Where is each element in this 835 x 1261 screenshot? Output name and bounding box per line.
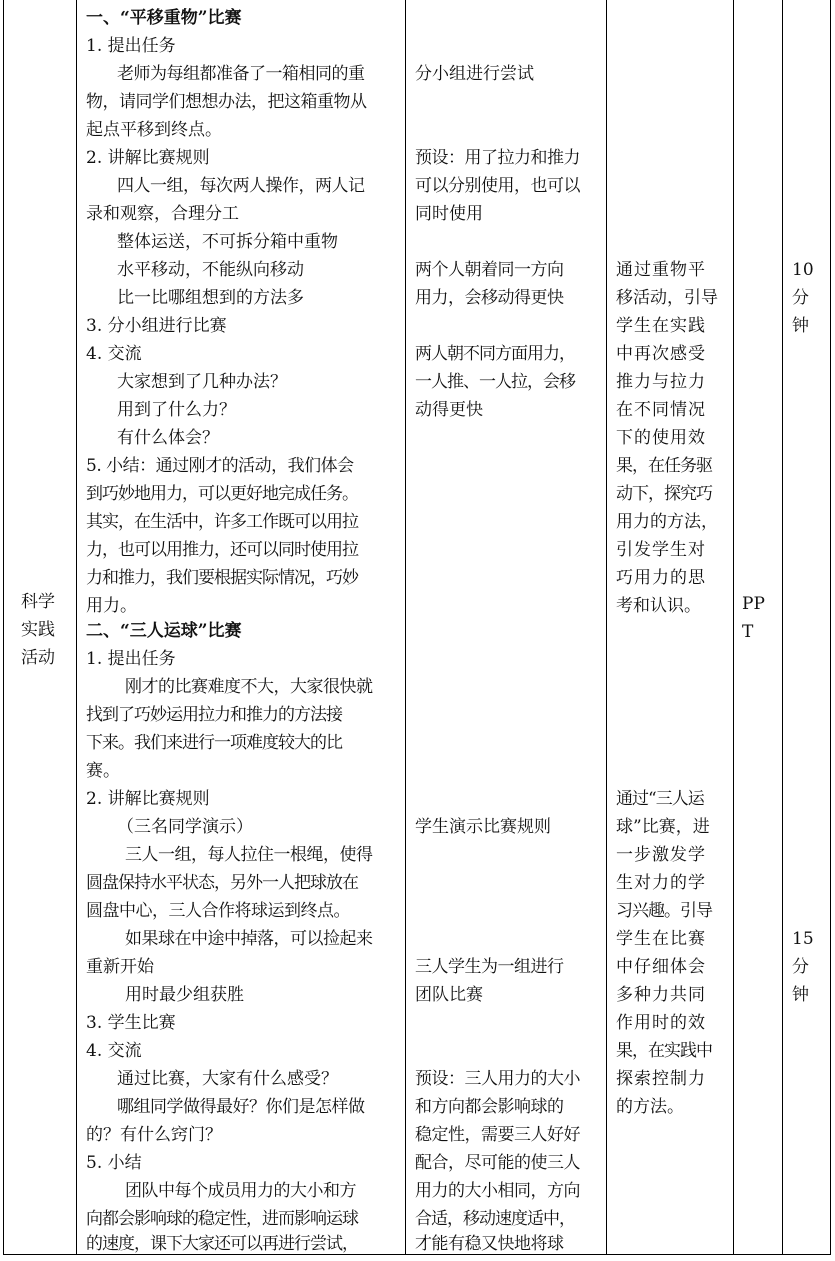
section1-step1-body: 物，请同学们想想办法，把这箱重物从 xyxy=(86,92,367,112)
section2-question: 通过比赛，大家有什么感受？ xyxy=(117,1069,338,1089)
table-divider-2 xyxy=(405,0,406,1255)
section2-summary: 的速度，课下大家还可以再进行尝试， xyxy=(86,1234,358,1254)
student-activity-line: 用力的大小相同，方向 xyxy=(415,1181,580,1201)
time-unit: 钟 xyxy=(792,985,809,1005)
table-border-right xyxy=(830,0,831,1255)
section1-summary: 其实，在生活中，许多工作既可以用拉 xyxy=(86,512,358,532)
section2-rules-body: 圆盘中心，三人合作将球运到终点。 xyxy=(86,901,350,921)
section1-summary: 力，也可以用推力，还可以同时使用拉 xyxy=(86,540,358,560)
section1-rule: 整体运送，不可拆分箱中重物 xyxy=(117,232,338,252)
section1-rule: 水平移动，不能纵向移动 xyxy=(117,260,304,280)
section1-step1-body: 老师为每组都准备了一箱相同的重 xyxy=(117,64,365,84)
section2-rules-body: 三人一组，每人拉住一根绳，使得 xyxy=(125,845,373,865)
section1-question: 用到了什么力？ xyxy=(117,400,236,420)
student-activity-line: 分小组进行尝试 xyxy=(415,64,534,84)
section1-step2-body: 四人一组，每次两人操作，两人记 xyxy=(117,176,365,196)
student-activity-line: 才能有稳又快地将球 xyxy=(415,1234,564,1254)
student-activity-line: 学生演示比赛规则 xyxy=(415,817,551,837)
time-unit: 分 xyxy=(792,957,809,977)
section2-question: 的？有什么窍门？ xyxy=(86,1125,222,1145)
section2-step1-title: 1. 提出任务 xyxy=(86,649,176,669)
student-activity-line: 和方向都会影响球的 xyxy=(415,1097,564,1117)
design-intent-line: 在不同情况 xyxy=(616,400,706,420)
time-unit: 分 xyxy=(792,288,809,308)
design-intent-line: 通过重物平 xyxy=(616,260,706,280)
design-intent-line: 学生在实践 xyxy=(616,316,706,336)
section2-question: 哪组同学做得最好？你们是怎样做 xyxy=(117,1097,365,1117)
section2-step1-body: 刚才的比赛难度不大，大家很快就 xyxy=(125,677,373,697)
student-activity-line: 配合，尽可能的使三人 xyxy=(415,1153,580,1173)
section1-question: 大家想到了几种办法？ xyxy=(117,372,287,392)
student-activity-line: 可以分别使用，也可以 xyxy=(415,176,580,196)
section2-summary: 团队中每个成员用力的大小和方 xyxy=(125,1181,356,1201)
design-intent-line: 生对力的学 xyxy=(616,873,706,893)
student-activity-line: 动得更快 xyxy=(415,400,483,420)
section1-step4: 4. 交流 xyxy=(86,344,142,364)
design-intent-line: 中再次感受 xyxy=(616,344,706,364)
student-activity-line: 三人学生为一组进行 xyxy=(415,957,564,977)
section1-summary: 到巧妙地用力，可以更好地完成任务。 xyxy=(86,484,358,504)
design-intent-line: 移活动，引导 xyxy=(616,288,718,308)
design-intent-line: 通过“三人运 xyxy=(616,789,704,809)
section2-step1-body: 赛。 xyxy=(86,761,120,781)
design-intent-line: 巧用力的思 xyxy=(616,568,706,588)
time-value: 10 xyxy=(792,260,814,280)
design-intent-line: 探索控制力 xyxy=(616,1069,706,1089)
student-activity-line: 两人朝不同方面用力， xyxy=(415,344,575,364)
design-intent-line: 用力的方法， xyxy=(616,512,718,532)
design-intent-line: 的方法。 xyxy=(616,1097,684,1117)
table-divider-5 xyxy=(782,0,783,1255)
table-divider-1 xyxy=(76,0,77,1255)
student-activity-line: 两个人朝着同一方向 xyxy=(415,260,564,280)
design-intent-line: 下的使用效 xyxy=(616,428,706,448)
student-activity-line: 预设：用了拉力和推力 xyxy=(415,148,580,168)
design-intent-line: 果，在实践中 xyxy=(616,1041,712,1061)
design-intent-line: 多种力共同 xyxy=(616,985,706,1005)
design-intent-line: 果，在任务驱 xyxy=(616,456,712,476)
time-unit: 钟 xyxy=(792,316,809,336)
student-activity-line: 团队比赛 xyxy=(415,985,483,1005)
section2-summary: 向都会影响球的稳定性，进而影响运球 xyxy=(86,1209,358,1229)
design-intent-line: 学生在比赛 xyxy=(616,929,706,949)
section1-step3: 3. 分小组进行比赛 xyxy=(86,316,227,336)
design-intent-line: 中仔细体会 xyxy=(616,957,706,977)
design-intent-line: 球”比赛，进 xyxy=(616,817,710,837)
section2-drop-rule: 重新开始 xyxy=(86,957,154,977)
media-label: PP xyxy=(742,594,765,614)
section1-question: 有什么体会？ xyxy=(117,428,219,448)
design-intent-line: 引发学生对 xyxy=(616,540,706,560)
design-intent-line: 一步激发学 xyxy=(616,845,706,865)
student-activity-line: 同时使用 xyxy=(415,204,483,224)
media-label: T xyxy=(742,622,754,642)
design-intent-line: 作用时的效 xyxy=(616,1013,706,1033)
section1-step1-body: 起点平移到终点。 xyxy=(86,120,222,140)
student-activity-line: 稳定性，需要三人好好 xyxy=(415,1125,580,1145)
section2-step2-title: 2. 讲解比赛规则 xyxy=(86,789,210,809)
section1-step2-title: 2. 讲解比赛规则 xyxy=(86,148,210,168)
student-activity-line: 合适，移动速度适中， xyxy=(415,1209,575,1229)
student-activity-line: 用力，会移动得更快 xyxy=(415,288,564,308)
student-activity-line: 预设：三人用力的大小 xyxy=(415,1069,580,1089)
table-divider-4 xyxy=(733,0,734,1255)
design-intent-line: 习兴趣。引导 xyxy=(616,901,712,921)
section2-step4: 4. 交流 xyxy=(86,1041,142,1061)
table-divider-3 xyxy=(606,0,607,1255)
category-label-line: 科学 xyxy=(21,592,55,612)
design-intent-line: 推力与拉力 xyxy=(616,372,706,392)
section1-summary: 用力。 xyxy=(86,596,137,616)
section2-step1-body: 找到了巧妙运用拉力和推力的方法接 xyxy=(86,705,342,725)
section1-rule: 比一比哪组想到的方法多 xyxy=(117,288,304,308)
section1-summary: 5. 小结：通过刚才的活动，我们体会 xyxy=(86,456,354,476)
section2-demo: （三名同学演示） xyxy=(117,817,253,837)
category-label-line: 活动 xyxy=(21,648,55,668)
student-activity-line: 一人推、一人拉，会移 xyxy=(415,372,575,392)
section2-step1-body: 下来。我们来进行一项难度较大的比 xyxy=(86,733,342,753)
section2-win-rule: 用时最少组获胜 xyxy=(125,985,244,1005)
table-border-left xyxy=(3,0,4,1255)
time-value: 15 xyxy=(792,929,814,949)
design-intent-line: 动下，探究巧 xyxy=(616,484,712,504)
section1-summary: 力和推力，我们要根据实际情况，巧妙 xyxy=(86,568,358,588)
section1-step2-body: 录和观察，合理分工 xyxy=(86,204,239,224)
section1-title: 一、“平移重物”比赛 xyxy=(86,8,242,28)
section2-step3: 3. 学生比赛 xyxy=(86,1013,176,1033)
section1-step1-title: 1. 提出任务 xyxy=(86,36,176,56)
section2-drop-rule: 如果球在中途中掉落，可以捡起来 xyxy=(125,929,373,949)
section2-step5: 5. 小结 xyxy=(86,1153,142,1173)
section2-rules-body: 圆盘保持水平状态，另外一人把球放在 xyxy=(86,873,358,893)
category-label-line: 实践 xyxy=(21,620,55,640)
design-intent-line: 考和认识。 xyxy=(616,596,701,616)
section2-title: 二、“三人运球”比赛 xyxy=(86,621,242,641)
